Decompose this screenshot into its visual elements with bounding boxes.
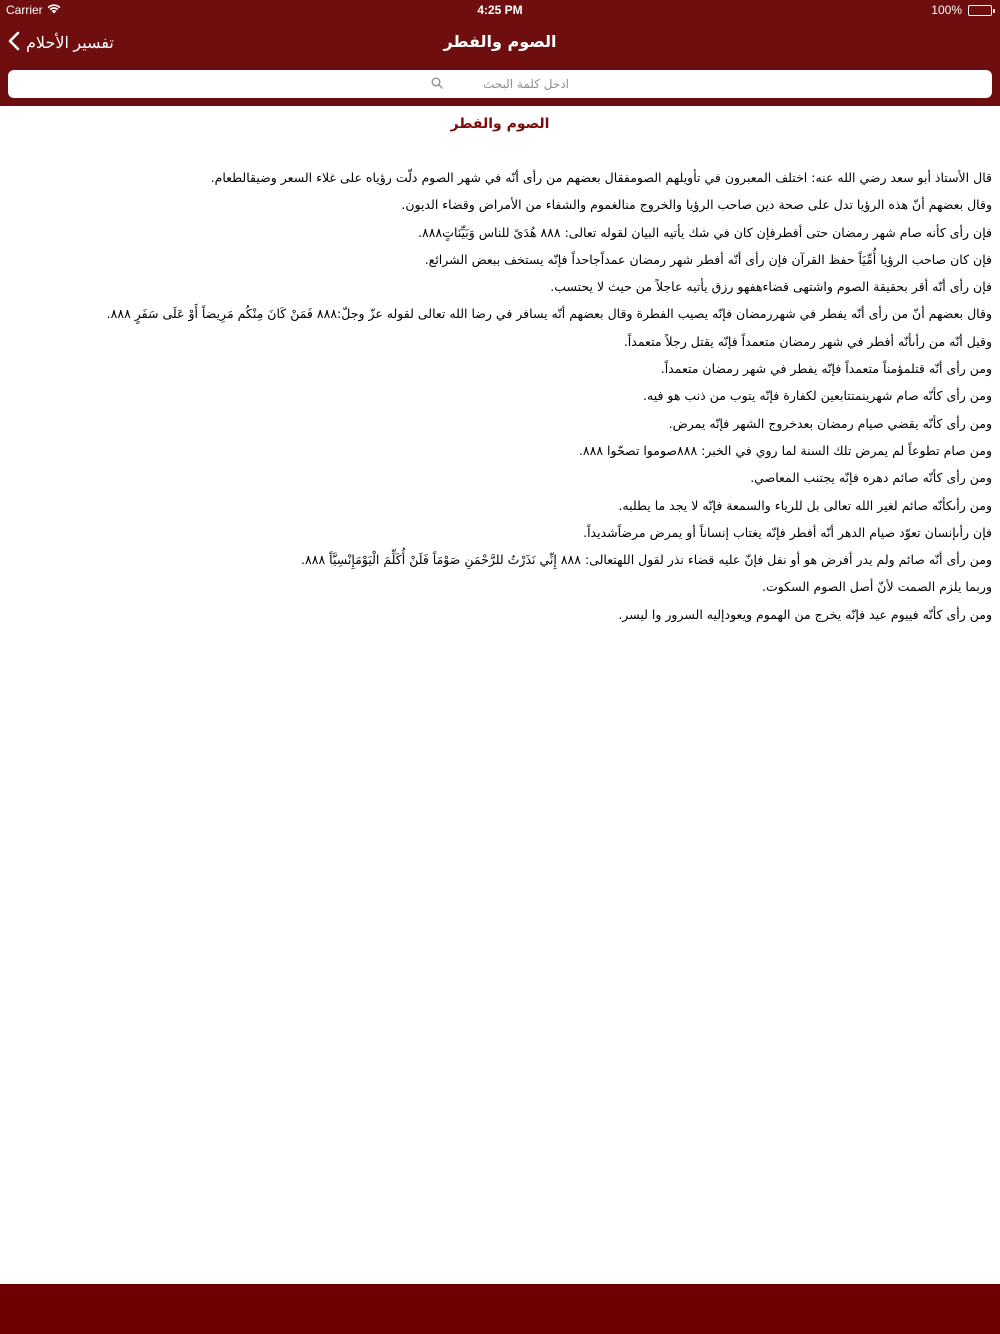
article-paragraph: وقيل أنّه من رأىأنّه أفطر في شهر رمضان متعمداً فإنّه يقتل رجلاً متعمداً. bbox=[623, 333, 992, 349]
article-paragraph: فإن رأى أنّه أقر بحقيقة الصوم واشتهى قضاءهفهو رزق يأتيه عاجلاً من حيث لا يحتسب. bbox=[550, 279, 992, 295]
battery-icon bbox=[968, 5, 992, 16]
top-bar bbox=[0, 0, 1000, 106]
carrier-label: Carrier bbox=[6, 3, 43, 17]
article-paragraph: ومن رأى كأنّه صائم دهره فإنّه يجتنب المعاصي. bbox=[750, 470, 992, 486]
article-content bbox=[0, 106, 1000, 1284]
page-title: الصوم والفطر bbox=[443, 32, 557, 51]
article-body bbox=[8, 164, 992, 628]
status-bar bbox=[0, 0, 1000, 22]
nav-bar bbox=[0, 22, 1000, 64]
search-icon bbox=[431, 77, 443, 92]
article-paragraph: وربما يلزم الصمت لأنّ أصل الصوم السكوت. bbox=[761, 579, 992, 595]
article-paragraph: وقال بعضهم أنّ من رأى أنّه يفطر في شهررمضان فإنّه يصيب الفطرة وقال بعضهم أنّه يسافر في رضا الله تعالى لقوله عزّ وجلّ:٨٨٨ فَمَنْ كَانَ مِنْكُم مَرِيضاً أَوْ عَلَى سَفَرٍ ٨٨٨. bbox=[106, 306, 992, 322]
article-paragraph: ومن رأىكأنّه صائم لغير الله تعالى بل للرياء والسمعة فإنّه لا يجد ما يطلبه. bbox=[618, 497, 992, 513]
search-bar bbox=[0, 64, 1000, 106]
back-button-label: تفسير الأحلام bbox=[26, 35, 114, 52]
battery-tip bbox=[993, 9, 995, 13]
status-time: 4:25 PM bbox=[477, 3, 523, 17]
bottom-bar bbox=[0, 1284, 1000, 1334]
article-paragraph: ومن رأى أنّه قتلمؤمناً متعمداً فإنّه يفطر في شهر رمضان متعمداً. bbox=[660, 361, 992, 377]
article-paragraph: فإن رأى كأنه صام شهر رمضان حتى أفطرفإن كان في شك يأتيه البيان لقوله تعالى: ٨٨٨ هُدَىً للناس وَبَيِّنَاتٍ٨٨٨. bbox=[418, 224, 992, 240]
article-paragraph: قال الأستاذ أبو سعد رضي الله عنه: اختلف المعبرون في تأويلهم الصومفقال بعضهم من رأى أنّه في شهر الصوم دلّت رؤياه على غلاء السعر وضيقالطعام. bbox=[210, 170, 992, 185]
article-paragraph: وقال بعضهم أنّ هذه الرؤيا تدل على صحة دين صاحب الرؤيا والخروج منالغموم والشفاء من الأمراض وقضاء الديون. bbox=[401, 197, 992, 213]
battery-label: 100% bbox=[931, 3, 962, 17]
article-paragraph: فإن رأىإنسان تعوّد صيام الدهر أنّه أفطر فإنّه يغتاب إنساناً أو يمرض مرضاًشديداً. bbox=[583, 524, 992, 540]
article-paragraph: ومن رأى أنّه صائم ولم يدر أفرض هو أو نفل فإنّ عليه قضاء نذر لقول اللهتعالى: ٨٨٨ إِنِّي نَذَرْتُ للرَّحْمَنِ صَوْمَاً فَلَنْ أُكَلِّمَ الْيَوْمَإِنْسِيَّاً ٨٨٨. bbox=[301, 552, 992, 568]
article-paragraph: ومن رأى كأنّه فييوم عيد فإنّه يخرج من الهموم ويعودإليه السرور وا ليسر. bbox=[618, 606, 992, 622]
status-right bbox=[931, 3, 992, 17]
article-heading: الصوم والفطر bbox=[450, 116, 550, 132]
article-paragraph: فإن كان صاحب الرؤيا أُمِّيَاً حفظ القرآن فإن رأى أنّه أفطر شهر رمضان عمداًجاحداً فإنّه يستخف ببعض الشرائع. bbox=[424, 251, 992, 267]
article-paragraph: ومن رأى كأنّه صام شهرينمتتابعين لكفارة فإنّه يتوب من ذنب هو فيه. bbox=[643, 388, 992, 404]
search-field[interactable] bbox=[8, 70, 992, 98]
search-input[interactable] bbox=[449, 77, 569, 91]
article-paragraph: ومن صام تطوعاً لم يمرض تلك السنة لما روي في الخبر: ٨٨٨صوموا تصحّوا ٨٨٨. bbox=[578, 442, 992, 458]
article-paragraph: ومن رأى كأنّه يقضي صيام رمضان بعدخروج الشهر فإنّه يمرض. bbox=[668, 415, 992, 431]
